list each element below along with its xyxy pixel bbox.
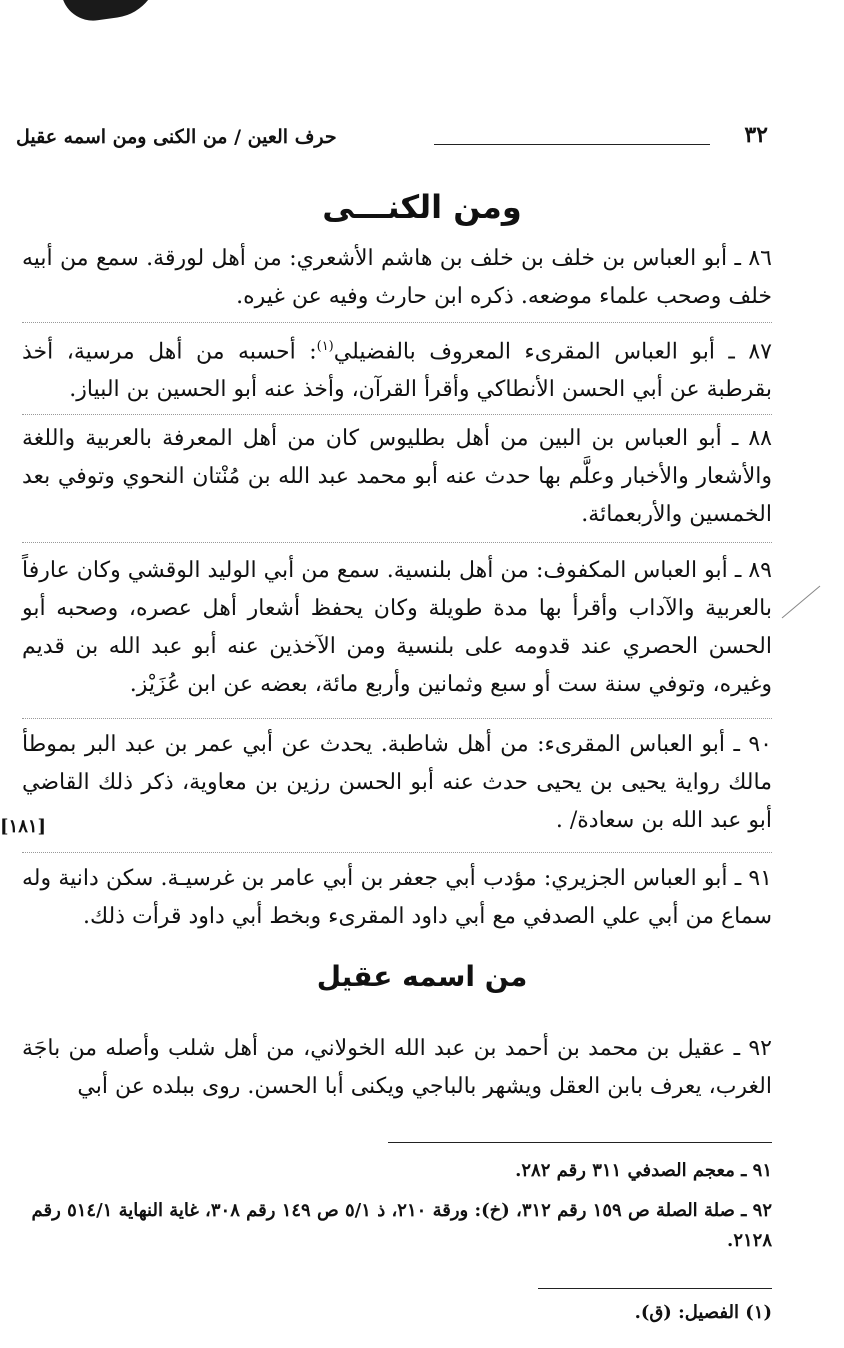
page-number: ٣٢ bbox=[744, 122, 768, 148]
heading-aqil: من اسمه عقيل bbox=[316, 960, 528, 993]
running-header bbox=[16, 122, 768, 158]
entry-separator bbox=[22, 852, 772, 853]
footnote-rule-short bbox=[538, 1288, 772, 1289]
entry-87 bbox=[22, 328, 772, 409]
heading-kuna: ومن الكنـــى bbox=[322, 188, 522, 226]
entry-90: ٩٠ ـ أبو العباس المقرىء: من أهل شاطبة. يحدث عن أبي عمر بن عبد البر بموطأ مالك رواية يحيى بن يحيى حدث عنه أبو الحسن رزين بن معاوية، ذكر ذلك القاضي أبو عبد الله بن سعادة/ . bbox=[22, 732, 772, 833]
footnote-rule bbox=[388, 1142, 772, 1143]
entry-88: ٨٨ ـ أبو العباس بن البين من أهل بطليوس كان من أهل المعرفة بالعربية واللغة والأشعار والأخبار وعلَّم بها حدث عنه أبو محمد عبد الله بن مُنْتان النحوي وتوفي بعد الخمسين والأربعمائة. bbox=[22, 426, 772, 527]
header-rule bbox=[434, 144, 710, 145]
entry-separator bbox=[22, 718, 772, 719]
entry-separator bbox=[22, 542, 772, 543]
entry-89: ٨٩ ـ أبو العباس المكفوف: من أهل بلنسية. سمع من أبي الوليد الوقشي وكان عارفاً بالعربية والآداب وأقرأ بها مدة طويلة وكان يحفظ أشعار أهل عصره، وصحبه أبو الحسن الحصري عند قدومه على بلنسية ومن الآخذين عنه أبو عبد الله بن قديم وغيره، وتوفي سنة ست أو سبع وثمانين وأربع مائة، بعضه عن ابن عُزَيْز. bbox=[22, 558, 772, 697]
entry-separator bbox=[22, 322, 772, 323]
scan-ink-blot bbox=[59, 0, 165, 25]
entry-separator bbox=[22, 414, 772, 415]
footnote-92: ٩٢ ـ صلة الصلة ص ١٥٩ رقم ٣١٢، (خ): ورقة ٢١٠، ذ ٥/١ ص ١٤٩ رقم ٣٠٨، غاية النهاية ٥١٤/١ رقم ٢١٢٨. bbox=[31, 1200, 772, 1251]
footnote-ref-1: (١) bbox=[316, 339, 334, 354]
manuscript-folio-marker: [١٨١] bbox=[0, 816, 47, 837]
footnote-1: (١) الفصيل: (ق). bbox=[634, 1302, 772, 1323]
footnote-91: ٩١ ـ معجم الصدفي ٣١١ رقم ٢٨٢. bbox=[515, 1160, 772, 1181]
entry-87-body: : أحسبه من أهل مرسية، أخذ بقرطبة عن أبي الحسن الأنطاكي وأقرأ القرآن، وأخذ عنه أبو الحسين بن البياز. bbox=[22, 339, 772, 403]
pencil-annotation-mark bbox=[780, 580, 840, 620]
running-title: حرف العين / من الكنى ومن اسمه عقيل bbox=[16, 126, 337, 148]
entry-91: ٩١ ـ أبو العباس الجزيري: مؤدب أبي جعفر بن أبي عامر بن غرسيـة. سكن دانية وله سماع من أبي علي الصدفي مع أبي داود المقرىء وبخط أبي داود قرأت ذلك. bbox=[22, 866, 772, 929]
entry-87-name: ٨٧ ـ أبو العباس المقرىء المعروف بالفضيلي bbox=[333, 339, 772, 365]
entry-92: ٩٢ ـ عقيل بن محمد بن أحمد بن عبد الله الخولاني، من أهل شلب وأصله من باجَة الغرب، يعرف بابن العقل ويشهر بالباجي ويكنى أبا الحسن. روى ببلده عن أبي bbox=[22, 1036, 772, 1099]
entry-86: ٨٦ ـ أبو العباس بن خلف بن خلف بن هاشم الأشعري: من أهل لورقة. سمع من أبيه خلف وصحب علماء موضعه. ذكره ابن حارث وفيه عن غيره. bbox=[22, 246, 772, 309]
